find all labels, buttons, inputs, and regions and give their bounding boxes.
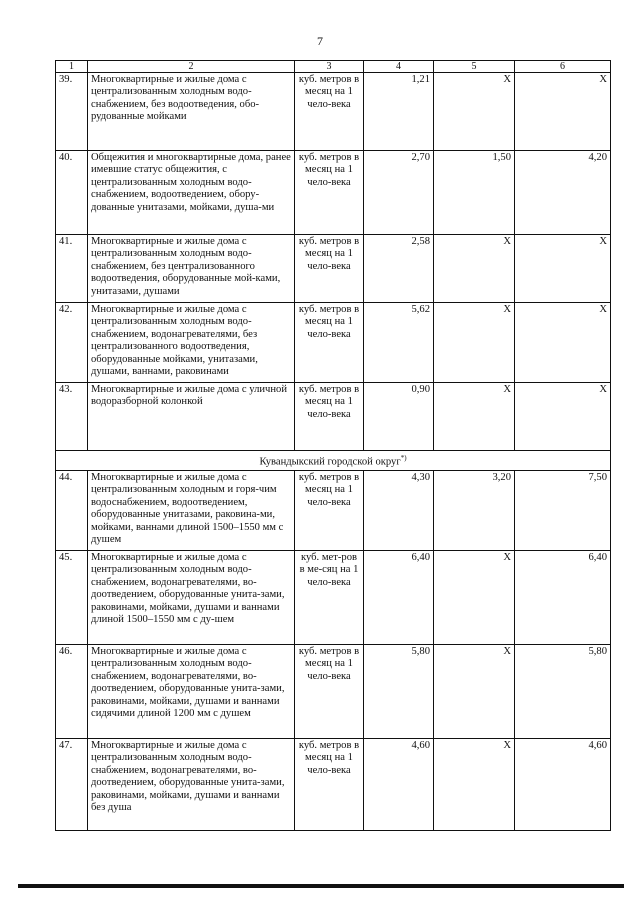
row-value-6: 6,40 <box>515 550 611 644</box>
section-title-text: Кувандыкский городской округ <box>259 456 401 468</box>
row-description: Многоквартирные и жилые дома с уличной водоразборной колонкой <box>88 383 295 451</box>
row-value-4: 5,62 <box>364 303 434 383</box>
row-unit: куб. метров в месяц на 1 чело-века <box>295 235 364 303</box>
table-row <box>56 644 611 738</box>
row-value-6: Х <box>515 73 611 151</box>
row-number: 40. <box>56 151 88 235</box>
row-unit: куб. метров в месяц на 1 чело-века <box>295 644 364 738</box>
row-number: 45. <box>56 550 88 644</box>
row-value-5: Х <box>434 738 515 830</box>
header-col-1: 1 <box>56 61 88 73</box>
header-row <box>56 61 611 73</box>
row-value-5: Х <box>434 73 515 151</box>
row-description: Многоквартирные и жилые дома с централизованным холодным водо-снабжением, водонагревателями, во-доотведением, оборудованные унита-зами, раковинами, мойками, душами и ваннами без душа <box>88 738 295 830</box>
table-row <box>56 738 611 830</box>
footnote-mark: *) <box>400 454 407 462</box>
row-number: 44. <box>56 470 88 550</box>
row-value-4: 4,30 <box>364 470 434 550</box>
tariff-table <box>55 60 611 831</box>
table-row <box>56 550 611 644</box>
table-row <box>56 73 611 151</box>
section-title <box>56 451 611 471</box>
row-value-4: 6,40 <box>364 550 434 644</box>
header-col-4: 4 <box>364 61 434 73</box>
row-description: Многоквартирные и жилые дома с централизованным холодным водо-снабжением, без централизованного водоотведения, оборудованные мой-ками, унитазами, душами <box>88 235 295 303</box>
table-row <box>56 235 611 303</box>
row-description: Многоквартирные и жилые дома с централизованным холодным и горя-чим водоснабжением, водоотведением, оборудованные унитазами, раковина-ми, мойками, ваннами длиной 1500–1550 мм с душем <box>88 470 295 550</box>
row-description: Общежития и многоквартирные дома, ранее имевшие статус общежития, с централизованным холодным водо-снабжением, водоотведением, обору-дованные унитазами, мойками, душа-ми <box>88 151 295 235</box>
row-value-4: 5,80 <box>364 644 434 738</box>
header-col-2: 2 <box>88 61 295 73</box>
header-col-5: 5 <box>434 61 515 73</box>
row-number: 46. <box>56 644 88 738</box>
row-number: 43. <box>56 383 88 451</box>
row-value-5: Х <box>434 550 515 644</box>
row-value-5: 3,20 <box>434 470 515 550</box>
table-row <box>56 470 611 550</box>
row-number: 39. <box>56 73 88 151</box>
row-value-5: Х <box>434 644 515 738</box>
row-value-4: 0,90 <box>364 383 434 451</box>
header-col-6: 6 <box>515 61 611 73</box>
row-description: Многоквартирные и жилые дома с централизованным холодным водо-снабжением, водонагревателями, во-доотведением, оборудованные унита-зами, раковинами, мойками, душами и ваннами сидячими длиной 1200 мм с душем <box>88 644 295 738</box>
row-number: 41. <box>56 235 88 303</box>
row-value-6: 7,50 <box>515 470 611 550</box>
row-value-4: 1,21 <box>364 73 434 151</box>
row-number: 47. <box>56 738 88 830</box>
row-unit: куб. метров в месяц на 1 чело-века <box>295 470 364 550</box>
row-value-6: Х <box>515 235 611 303</box>
row-value-6: 4,60 <box>515 738 611 830</box>
row-unit: куб. метров в месяц на 1 чело-века <box>295 73 364 151</box>
row-value-5: Х <box>434 383 515 451</box>
row-value-5: Х <box>434 303 515 383</box>
row-value-6: 5,80 <box>515 644 611 738</box>
row-unit: куб. метров в месяц на 1 чело-века <box>295 151 364 235</box>
bottom-rule <box>18 884 624 888</box>
row-number: 42. <box>56 303 88 383</box>
row-value-6: Х <box>515 303 611 383</box>
row-unit: куб. мет-ров в ме-сяц на 1 чело-века <box>295 550 364 644</box>
table-row <box>56 383 611 451</box>
row-value-6: Х <box>515 383 611 451</box>
row-description: Многоквартирные и жилые дома с централизованным холодным водо-снабжением, без водоотведения, обо-рудованные мойками <box>88 73 295 151</box>
row-unit: куб. метров в месяц на 1 чело-века <box>295 738 364 830</box>
row-unit: куб. метров в месяц на 1 чело-века <box>295 303 364 383</box>
row-unit: куб. метров в месяц на 1 чело-века <box>295 383 364 451</box>
header-col-3: 3 <box>295 61 364 73</box>
row-value-6: 4,20 <box>515 151 611 235</box>
row-value-4: 4,60 <box>364 738 434 830</box>
table-row <box>56 151 611 235</box>
row-value-5: 1,50 <box>434 151 515 235</box>
page-number: 7 <box>317 34 323 48</box>
row-description: Многоквартирные и жилые дома с централизованным холодным водо-снабжением, водонагревателями, без централизованного водоотведения, оборудованные мойками, унитазами, душами, ваннами, раковинами <box>88 303 295 383</box>
row-description: Многоквартирные и жилые дома с централизованным холодным водо-снабжением, водонагревателями, во-доотведением, оборудованные унита-зами, раковинами, мойками, душами и ваннами длиной 1500–1550 мм с ду-шем <box>88 550 295 644</box>
row-value-5: Х <box>434 235 515 303</box>
table-row <box>56 303 611 383</box>
section-row <box>56 451 611 471</box>
row-value-4: 2,58 <box>364 235 434 303</box>
row-value-4: 2,70 <box>364 151 434 235</box>
